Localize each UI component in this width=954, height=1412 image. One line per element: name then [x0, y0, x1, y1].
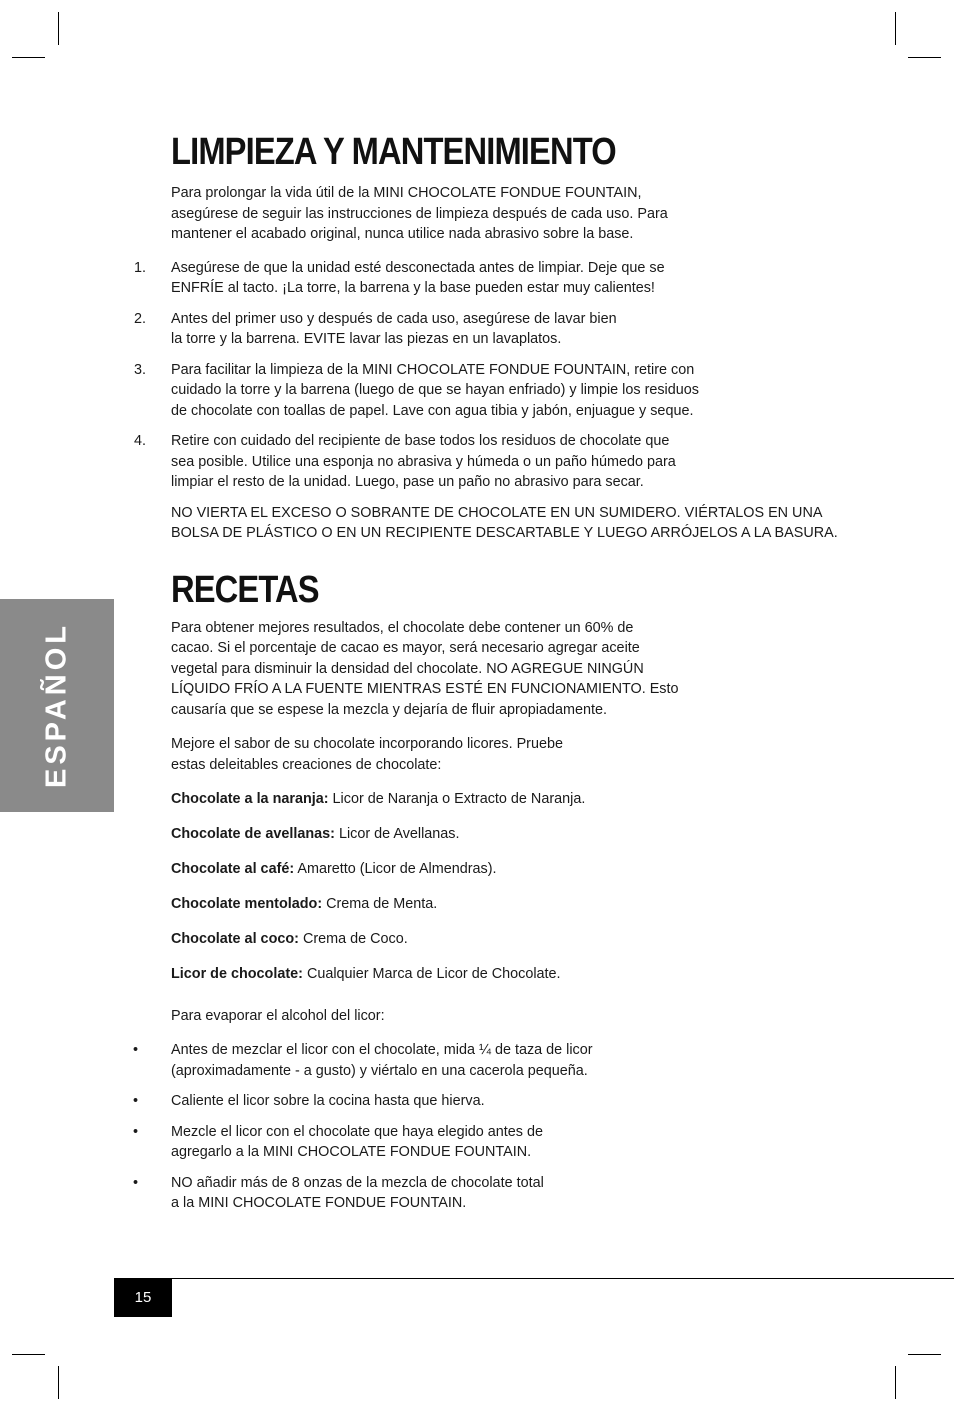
text-line: cacao. Si el porcentaje de cacao es mayor, será necesario agregar aceite: [171, 640, 640, 656]
text-line: vegetal para disminuir la densidad del chocolate. NO AGREGUE NINGÚN: [171, 660, 644, 677]
recipe-name: Licor de chocolate:: [171, 966, 303, 982]
disposal-warning: [171, 503, 841, 544]
step-number: 3.: [134, 361, 147, 378]
cleaning-title: LIMPIEZA Y MANTENIMIENTO: [171, 131, 616, 173]
cleaning-intro: [171, 183, 841, 245]
crop-mark: [908, 57, 941, 58]
text-line: la torre y la barrena. EVITE lavar las piezas en un lavaplatos.: [171, 331, 562, 347]
text-line: LÍQUIDO FRÍO A LA FUENTE MIENTRAS ESTÉ EN FUNCIONAMIENTO. Esto: [171, 681, 679, 697]
text-line: agregarlo a la MINI CHOCOLATE FONDUE FOUNTAIN.: [171, 1144, 532, 1160]
text-line: BOLSA DE PLÁSTICO O EN UN RECIPIENTE DESCARTABLE Y LUEGO ARRÓJELOS A LA BASURA.: [171, 525, 838, 541]
text-line: Para prolongar la vida útil de la MINI CHOCOLATE FONDUE FOUNTAIN,: [171, 185, 642, 201]
bullet-item: [133, 1173, 841, 1214]
bullet-marker: •: [133, 1123, 139, 1140]
language-tab-label: ESPAÑOL: [40, 621, 73, 789]
recipe-desc: Licor de Avellanas.: [334, 826, 460, 842]
recipes-intro: [171, 618, 841, 721]
step-number: 4.: [134, 433, 147, 449]
bullet-item: [133, 1040, 841, 1081]
evaporate-intro: Para evaporar el alcohol del licor:: [171, 1007, 385, 1024]
cleaning-step: [134, 258, 841, 299]
recipe-item: [171, 964, 841, 985]
text-line: cuidado la torre y la barrena (luego de que se hayan enfriado) y limpie los residuos: [171, 382, 699, 398]
text-line: (aproximadamente - a gusto) y viértalo en una cacerola pequeña.: [171, 1062, 588, 1079]
text-line: Caliente el licor sobre la cocina hasta que hierva.: [171, 1093, 485, 1109]
crop-mark: [12, 1354, 45, 1355]
text-line: NO VIERTA EL EXCESO O SOBRANTE DE CHOCOLATE EN UN SUMIDERO. VIÉRTALOS EN UNA: [171, 504, 823, 521]
cleaning-steps: [134, 258, 841, 493]
page-content: [133, 128, 841, 1214]
crop-mark: [12, 57, 45, 58]
text-line: limpiar el resto de la unidad. Luego, pase un paño no abrasivo para secar.: [171, 474, 644, 490]
footer-rule: [114, 1278, 954, 1279]
bullet-marker: •: [133, 1042, 139, 1058]
recipe-item: [171, 859, 841, 880]
recipe-item: [171, 894, 841, 915]
recipe-name: Chocolate al café:: [171, 861, 295, 877]
crop-mark: [908, 1354, 941, 1355]
bullet-marker: •: [133, 1093, 139, 1109]
recipe-name: Chocolate al coco:: [171, 931, 299, 947]
text-line: Asegúrese de que la unidad esté desconectada antes de limpiar. Deje que se: [171, 259, 665, 276]
recipe-desc: Crema de Menta.: [322, 896, 438, 912]
text-line: ENFRÍE al tacto. ¡La torre, la barrena y la base pueden estar muy calientes!: [171, 280, 655, 296]
text-line: Antes de mezclar el licor con el chocolate, mida ¼ de taza de licor: [171, 1042, 593, 1058]
page-number: 15: [114, 1278, 172, 1317]
text-line: sea posible. Utilice una esponja no abrasiva y húmeda o un paño húmedo para: [171, 453, 676, 470]
step-number: 2.: [134, 310, 147, 327]
recipe-desc: Crema de Coco.: [298, 931, 408, 947]
cleaning-step: [134, 431, 841, 493]
step-number: 1.: [134, 259, 147, 276]
text-line: Mejore el sabor de su chocolate incorporando licores. Pruebe: [171, 736, 563, 752]
recipe-item: [171, 929, 841, 950]
crop-mark: [58, 12, 59, 45]
recipes-title: RECETAS: [171, 568, 319, 611]
text-line: de chocolate con toallas de papel. Lave con agua tibia y jabón, enjuague y seque.: [171, 402, 694, 419]
text-line: causaría que se espese la mezcla y dejaría de fluir apropiadamente.: [171, 701, 607, 718]
text-line: a la MINI CHOCOLATE FONDUE FOUNTAIN.: [171, 1195, 467, 1211]
recipe-name: Chocolate a la naranja:: [171, 791, 329, 807]
crop-mark: [895, 1366, 896, 1399]
text-line: mantener el acabado original, nunca utilice nada abrasivo sobre la base.: [171, 226, 634, 242]
text-line: Para obtener mejores resultados, el chocolate debe contener un 60% de: [171, 619, 634, 636]
recipe-name: Chocolate de avellanas:: [171, 826, 335, 842]
cleaning-step: [134, 309, 841, 350]
recipe-item: [171, 789, 841, 810]
text-line: Mezcle el licor con el chocolate que haya elegido antes de: [171, 1123, 543, 1140]
crop-mark: [895, 12, 896, 45]
bullet-item: [133, 1122, 841, 1163]
recipe-desc: Licor de Naranja o Extracto de Naranja.: [328, 791, 586, 807]
cleaning-step: [134, 360, 841, 422]
bullet-marker: •: [133, 1174, 139, 1191]
recipe-desc: Amaretto (Licor de Almendras).: [294, 861, 497, 877]
recipe-name: Chocolate mentolado:: [171, 896, 323, 912]
text-line: Para facilitar la limpieza de la MINI CHOCOLATE FONDUE FOUNTAIN, retire con: [171, 361, 695, 378]
language-side-tab: [0, 599, 114, 812]
flavor-intro: [171, 734, 841, 775]
evaporate-steps: [133, 1040, 841, 1214]
text-line: NO añadir más de 8 onzas de la mezcla de chocolate total: [171, 1174, 544, 1191]
text-line: Antes del primer uso y después de cada uso, asegúrese de lavar bien: [171, 310, 617, 327]
text-line: Retire con cuidado del recipiente de base todos los residuos de chocolate que: [171, 433, 670, 449]
recipe-desc: Cualquier Marca de Licor de Chocolate.: [302, 966, 561, 982]
text-line: asegúrese de seguir las instrucciones de limpieza después de cada uso. Para: [171, 205, 668, 222]
recipe-item: [171, 824, 841, 845]
crop-mark: [58, 1366, 59, 1399]
text-line: estas deleitables creaciones de chocolate:: [171, 756, 442, 773]
bullet-item: [133, 1091, 841, 1112]
